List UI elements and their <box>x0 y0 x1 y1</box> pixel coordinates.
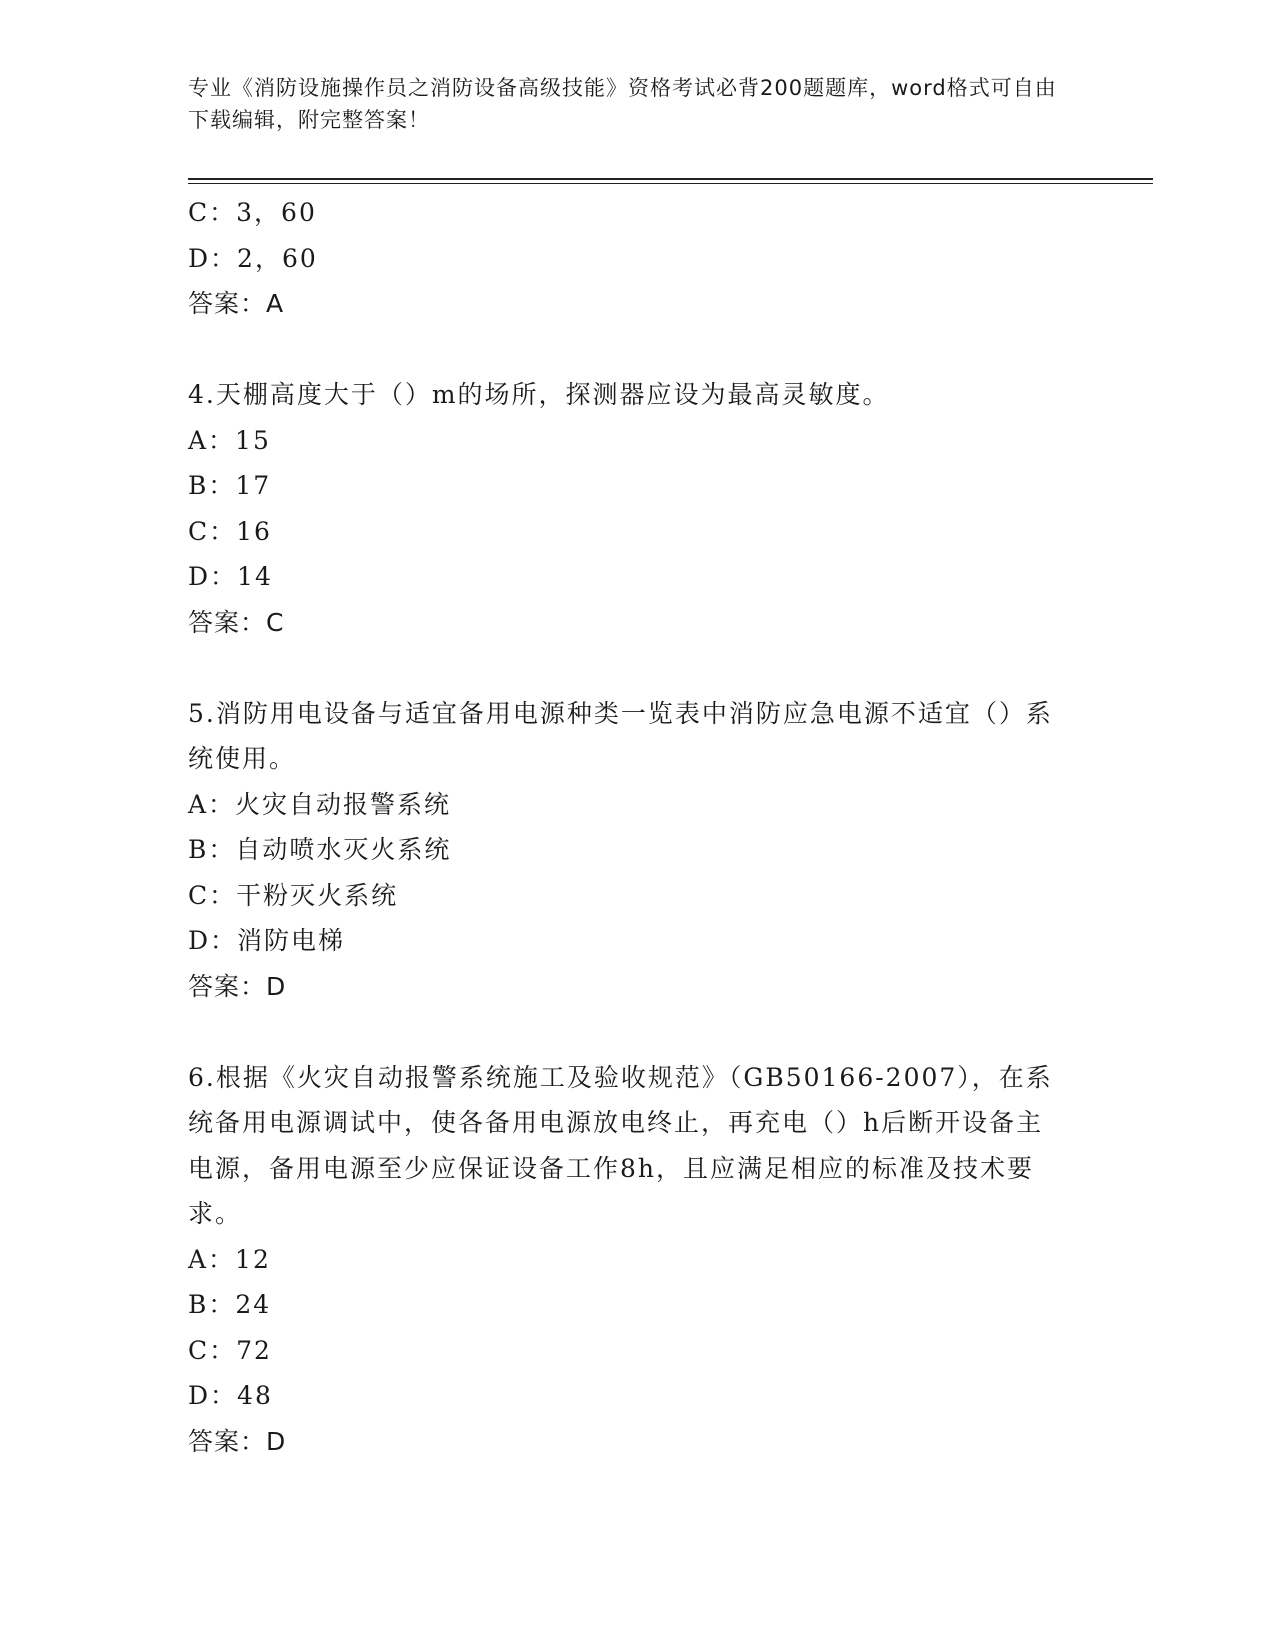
question-text: 4.天棚高度大于（）m的场所，探测器应设为最高灵敏度。 <box>188 380 890 409</box>
document-header <box>188 72 1068 136</box>
option-c: C：3，60 <box>188 198 317 227</box>
question-5 <box>188 691 1088 1010</box>
spacer <box>188 327 1088 373</box>
header-title: 专业《消防设施操作员之消防设备高级技能》资格考试必背200题题库，word格式可自由下载编辑，附完整答案！ <box>188 76 1057 132</box>
option-d: D：14 <box>188 562 273 591</box>
option-c: C：干粉灭火系统 <box>188 880 399 910</box>
answer-line: 答案：A <box>188 289 285 318</box>
option-d: D：消防电梯 <box>188 926 346 955</box>
option-b: B：17 <box>188 471 272 500</box>
option-d: D：48 <box>188 1381 273 1410</box>
answer-line: 答案：C <box>188 607 285 637</box>
option-c: C：72 <box>188 1335 272 1365</box>
option-a: A：15 <box>188 425 271 455</box>
option-b: B：自动喷水灭火系统 <box>188 835 452 864</box>
question-3-tail <box>188 190 1088 327</box>
option-b: B：24 <box>188 1290 272 1319</box>
question-4 <box>188 372 1088 645</box>
question-list <box>188 190 1088 1464</box>
question-text: 6.根据《火灾自动报警系统施工及验收规范》（GB50166-2007），在系统备用电源调试中，使各备用电源放电终止，再充电（）h后断开设备主电源，备用电源至少应保证设备工作8h，且应满足相应的标准及技术要求。 <box>188 1062 1053 1228</box>
question-text: 5.消防用电设备与适宜备用电源种类一览表中消防应急电源不适宜（）系统使用。 <box>188 698 1053 773</box>
header-divider <box>188 178 1153 180</box>
header-divider-thin <box>188 183 1153 184</box>
option-c: C：16 <box>188 516 272 546</box>
question-6 <box>188 1055 1088 1465</box>
answer-line: 答案：D <box>188 1426 287 1456</box>
option-a: A：火灾自动报警系统 <box>188 789 452 819</box>
answer-line: 答案：D <box>188 971 287 1001</box>
spacer <box>188 645 1088 691</box>
option-a: A：12 <box>188 1244 271 1274</box>
spacer <box>188 1009 1088 1055</box>
option-d: D：2，60 <box>188 243 318 273</box>
